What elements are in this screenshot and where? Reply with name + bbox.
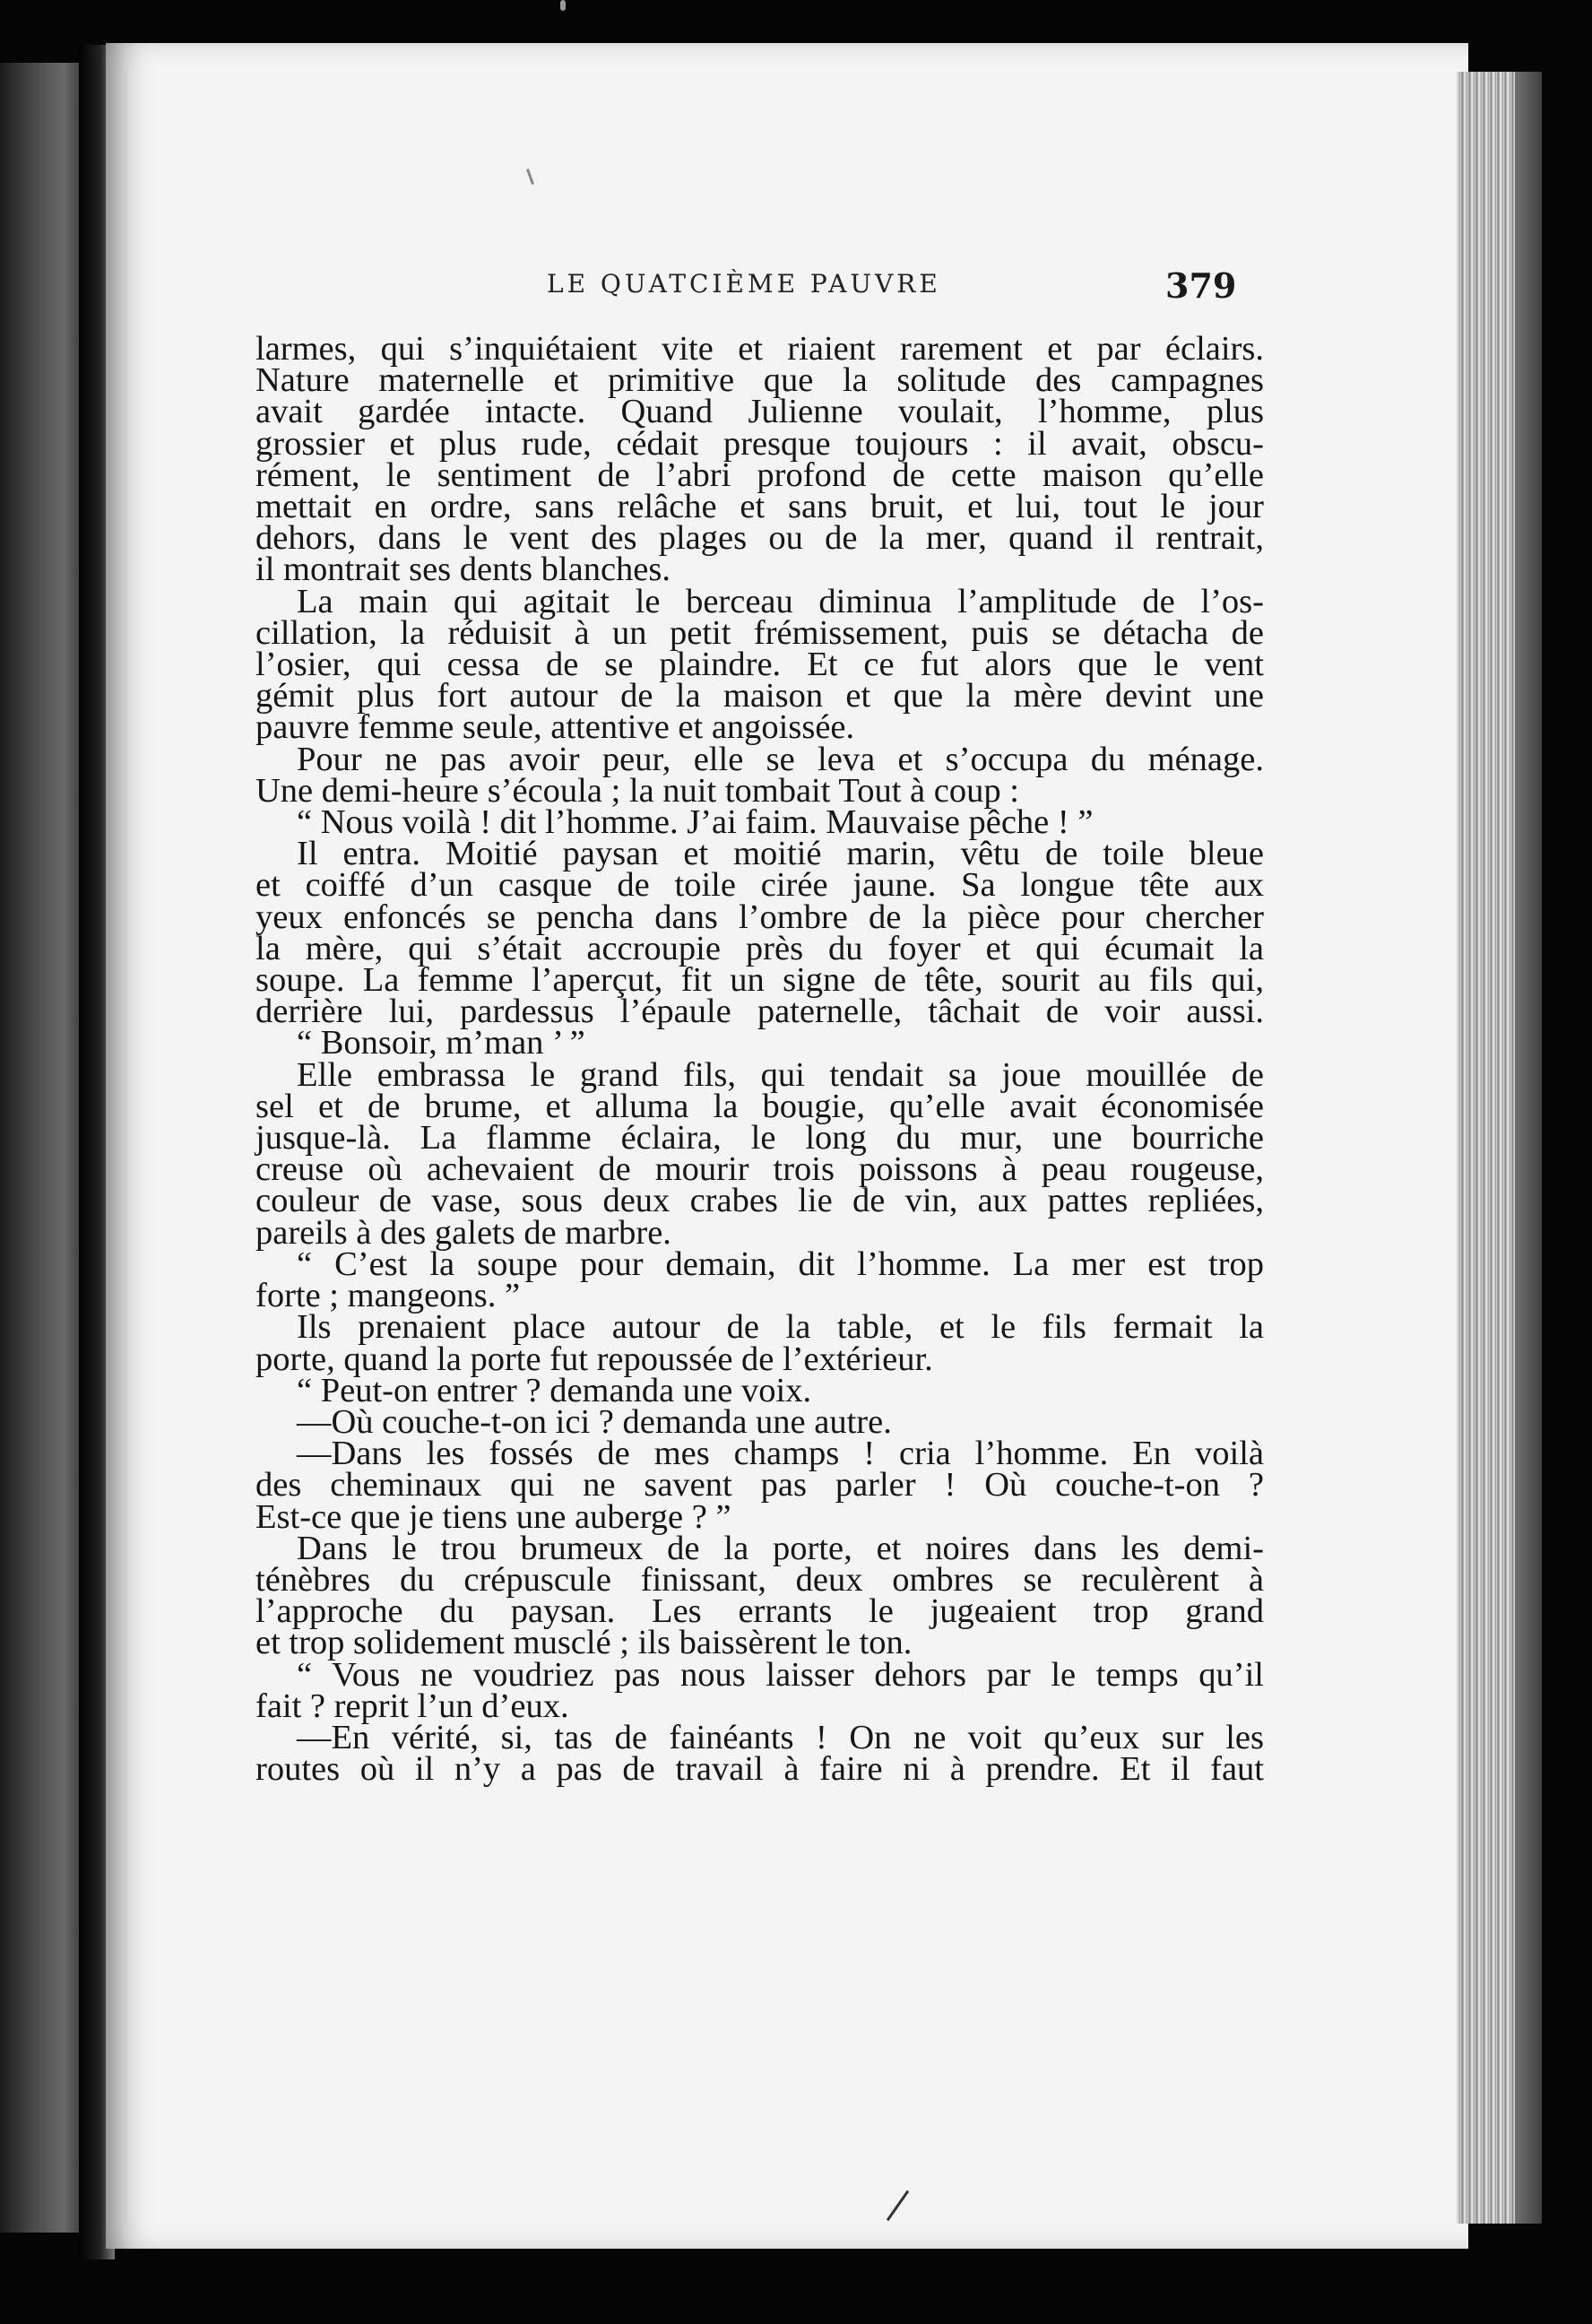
text-line: soupe. La femme l’aperçut, fit un signe de tête, sourit au fils qui, bbox=[255, 961, 1264, 1000]
text-line: Elle embrassa le grand fils, qui tendait sa joue mouillée de bbox=[297, 1055, 1264, 1094]
book-cover-edge bbox=[1515, 72, 1542, 2224]
text-line: “ Vous ne voudriez pas nous laisser dehors par le temps qu’il bbox=[297, 1655, 1264, 1694]
text-line: routes où il n’y a pas de travail à faire ni à prendre. Et il faut bbox=[255, 1750, 1264, 1789]
text-line: —Dans les fossés de mes champs ! cria l’homme. En voilà bbox=[297, 1435, 1264, 1473]
text-line: grossier et plus rude, cédait presque toujours : il avait, obscu- bbox=[255, 424, 1264, 463]
text-line: “ Peut-on entrer ? demanda une voix. bbox=[297, 1371, 812, 1409]
text-line: Est-ce que je tiens une auberge ? ” bbox=[255, 1497, 731, 1536]
text-line: Une demi-heure s’écoula ; la nuit tombait Tout à coup : bbox=[255, 771, 1019, 810]
text-line: “ Bonsoir, m’man ’ ” bbox=[297, 1024, 585, 1062]
text-line: Nature maternelle et primitive que la solitude des campagnes bbox=[255, 361, 1264, 400]
text-line: et trop solidement musclé ; ils baissèrent le ton. bbox=[255, 1624, 913, 1662]
text-line: l’osier, qui cessa de se plaindre. Et ce fut alors que le vent bbox=[255, 646, 1264, 684]
running-title: LE QUATCIÈME PAUVRE bbox=[547, 269, 941, 299]
text-line: cillation, la réduisit à un petit frémissement, puis se détacha de bbox=[255, 613, 1264, 652]
text-line: forte ; mangeons. ” bbox=[255, 1277, 521, 1315]
text-line: “ C’est la soupe pour demain, dit l’homme. La mer est trop bbox=[297, 1244, 1264, 1283]
text-line: la mère, qui s’était accroupie près du foyer et qui écumait la bbox=[255, 929, 1264, 967]
text-line: pareils à des galets de marbre. bbox=[255, 1213, 671, 1252]
text-line: yeux enfoncés se pencha dans l’ombre de la pièce pour chercher bbox=[255, 898, 1264, 936]
text-line: Ils prenaient place autour de la table, et le fils fermait la bbox=[297, 1308, 1264, 1347]
text-line: rément, le sentiment de l’abri profond de cette maison qu’elle bbox=[255, 455, 1264, 494]
text-line: larmes, qui s’inquiétaient vite et riaient rarement et par éclairs. bbox=[255, 330, 1264, 368]
text-line: Dans le trou brumeux de la porte, et noires dans les demi- bbox=[297, 1529, 1264, 1567]
body-text bbox=[255, 330, 1264, 1789]
text-line: —Où couche-t-on ici ? demanda une autre. bbox=[297, 1402, 892, 1441]
text-line: Pour ne pas avoir peur, elle se leva et s’occupa du ménage. bbox=[297, 740, 1264, 778]
text-line: porte, quand la porte fut repoussée de l’extérieur. bbox=[255, 1340, 933, 1378]
text-line: Il entra. Moitié paysan et moitié marin, vêtu de toile bleue bbox=[297, 835, 1264, 873]
text-line: ténèbres du crépuscule finissant, deux ombres se reculèrent à bbox=[255, 1560, 1264, 1599]
text-line: couleur de vase, sous deux crabes lie de vin, aux pattes repliées, bbox=[255, 1182, 1264, 1220]
text-line: l’approche du paysan. Les errants le jugeaient trop grand bbox=[255, 1592, 1264, 1631]
text-line: il montrait ses dents blanches. bbox=[255, 551, 671, 589]
text-line: fait ? reprit l’un d’eux. bbox=[255, 1687, 569, 1725]
previous-page-edge bbox=[0, 63, 85, 2233]
text-line: “ Nous voilà ! dit l’homme. J’ai faim. Mauvaise pêche ! ” bbox=[297, 803, 1094, 842]
text-line: pauvre femme seule, attentive et angoissée. bbox=[255, 708, 855, 747]
scan-artifact bbox=[560, 0, 566, 11]
text-line: creuse où achevaient de mourir trois poissons à peau rougeuse, bbox=[255, 1150, 1264, 1189]
text-line: dehors, dans le vent des plages ou de la mer, quand il rentrait, bbox=[255, 519, 1264, 558]
text-line: derrière lui, pardessus l’épaule paternelle, tâchait de voir aussi. bbox=[255, 993, 1264, 1031]
text-line: jusque-là. La flamme éclaira, le long du mur, une bourriche bbox=[255, 1119, 1264, 1158]
text-line: —En vérité, si, tas de fainéants ! On ne voit qu’eux sur les bbox=[297, 1718, 1264, 1756]
text-line: sel et de brume, et alluma la bougie, qu’elle avait économisée bbox=[255, 1087, 1264, 1125]
page-number: 379 bbox=[1165, 265, 1237, 306]
text-line: gémit plus fort autour de la maison et que la mère devint une bbox=[255, 677, 1264, 715]
text-line: mettait en ordre, sans relâche et sans bruit, et lui, tout le jour bbox=[255, 488, 1264, 526]
text-line: La main qui agitait le berceau diminua l’amplitude de l’os- bbox=[297, 582, 1264, 620]
text-line: avait gardée intacte. Quand Julienne voulait, l’homme, plus bbox=[255, 393, 1264, 431]
text-line: et coiffé d’un casque de toile cirée jaune. Sa longue tête aux bbox=[255, 866, 1264, 905]
text-line: des cheminaux qui ne savent pas parler ! Où couche-t-on ? bbox=[255, 1466, 1264, 1505]
